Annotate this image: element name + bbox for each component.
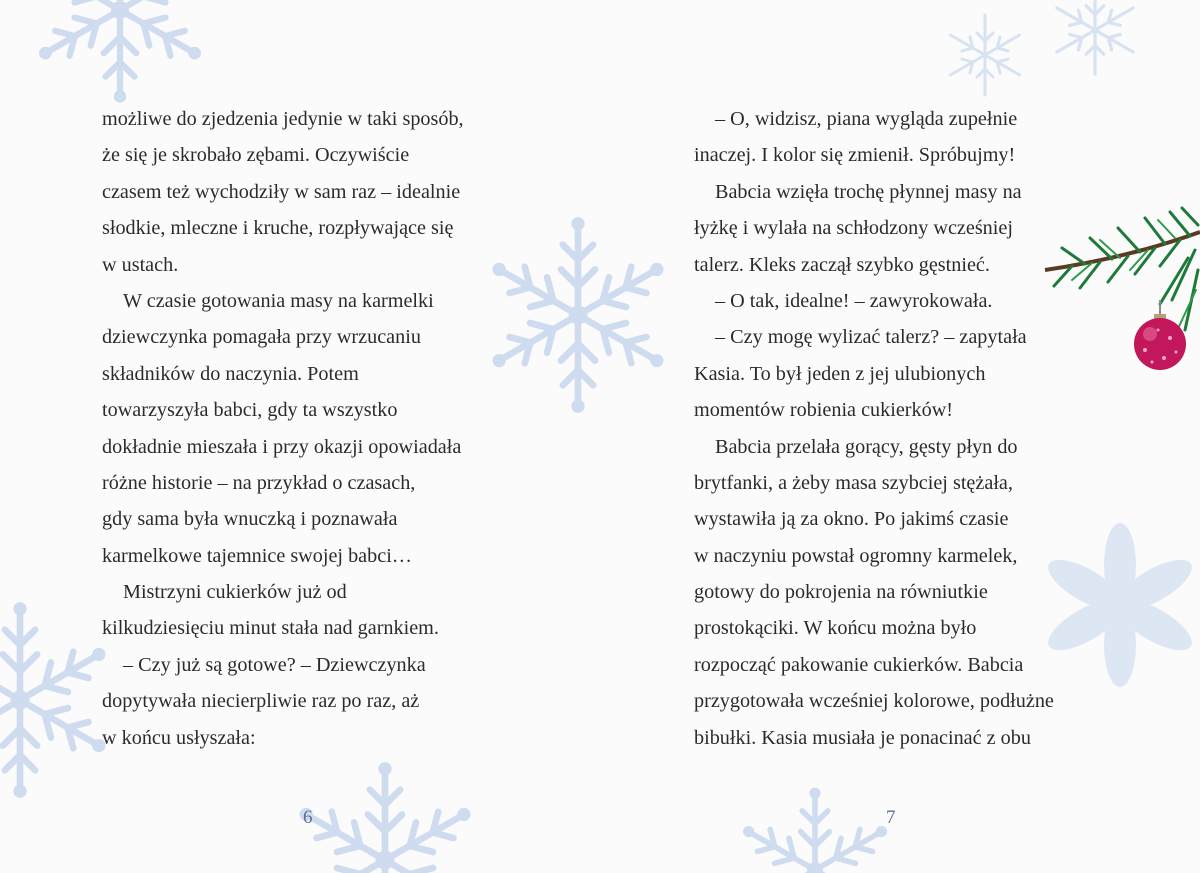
text-line: – O, widzisz, piana wygląda zupełnie <box>715 108 1018 130</box>
text-line: przygotowała wcześniej kolorowe, podłużne <box>694 690 1054 713</box>
text-line: w naczyniu powstał ogromny karmelek, <box>694 544 1018 567</box>
text-line: rozpocząć pakowanie cukierków. Babcia <box>694 653 1024 676</box>
christmas-ornament-icon <box>1134 300 1186 370</box>
text-line: momentów robienia cukierków! <box>694 399 953 422</box>
snowflake-icon <box>1052 0 1137 74</box>
text-line: czasem też wychodziły w sam raz – idealnie <box>102 180 461 203</box>
text-line: – Czy już są gotowe? – Dziewczynka <box>123 653 426 676</box>
text-line: łyżkę i wylała na schłodzony wcześniej <box>694 217 1013 240</box>
snowflake-icon <box>743 788 887 873</box>
right-page-text <box>694 101 1104 756</box>
text-line: wystawiła ją za okno. Po jakimś czasie <box>694 508 1009 531</box>
text-line: gotowy do pokrojenia na równiutkie <box>694 581 988 604</box>
text-line: talerz. Kleks zaczął szybko gęstnieć. <box>694 253 990 276</box>
text-line: gdy sama była wnuczką i poznawała <box>102 508 398 531</box>
text-line: dokładnie mieszała i przy okazji opowiadała <box>102 435 462 458</box>
snowflake-icon <box>0 602 106 798</box>
text-line: dopytywała niecierpliwie raz po raz, aż <box>102 690 420 713</box>
text-line: w ustach. <box>102 253 179 276</box>
snowflake-icon <box>39 0 201 103</box>
text-line: słodkie, mleczne i kruche, rozpływające się <box>102 217 454 240</box>
text-line: karmelkowe tajemnice swojej babci… <box>102 544 412 567</box>
text-line: składników do naczynia. Potem <box>102 362 359 385</box>
page-number-right: 7 <box>886 807 896 828</box>
text-line: kilkudziesięciu minut stała nad garnkiem. <box>102 617 439 640</box>
page-number-left: 6 <box>303 807 313 828</box>
text-line: Babcia wzięła trochę płynnej masy na <box>715 180 1022 203</box>
text-line: prostokąciki. W końcu można było <box>694 617 977 640</box>
text-line: możliwe do zjedzenia jedynie w taki sposób, <box>102 108 464 130</box>
text-line: W czasie gotowania masy na karmelki <box>123 289 434 312</box>
text-line: inaczej. I kolor się zmienił. Spróbujmy! <box>694 144 1016 167</box>
text-line: – Czy mogę wylizać talerz? – zapytała <box>715 326 1027 349</box>
text-line: w końcu usłyszała: <box>102 726 256 749</box>
text-line: Kasia. To był jeden z jej ulubionych <box>694 362 986 385</box>
text-line: towarzyszyła babci, gdy ta wszystko <box>102 399 398 422</box>
text-line: różne historie – na przykład o czasach, <box>102 471 416 494</box>
snowflake-icon <box>946 15 1023 95</box>
text-line: że się je skrobało zębami. Oczywiście <box>102 144 410 167</box>
text-line: brytfanki, a żeby masa szybciej stężała, <box>694 471 1013 494</box>
text-line: bibułki. Kasia musiała je ponacinać z obu <box>694 726 1031 749</box>
snowflake-icon <box>300 762 471 873</box>
text-line: Babcia przelała gorący, gęsty płyn do <box>715 435 1018 458</box>
text-line: dziewczynka pomagała przy wrzucaniu <box>102 326 421 349</box>
text-line: – O tak, idealne! – zawyrokowała. <box>715 289 993 312</box>
text-line: Mistrzyni cukierków już od <box>123 581 347 604</box>
left-page-text <box>102 101 522 756</box>
